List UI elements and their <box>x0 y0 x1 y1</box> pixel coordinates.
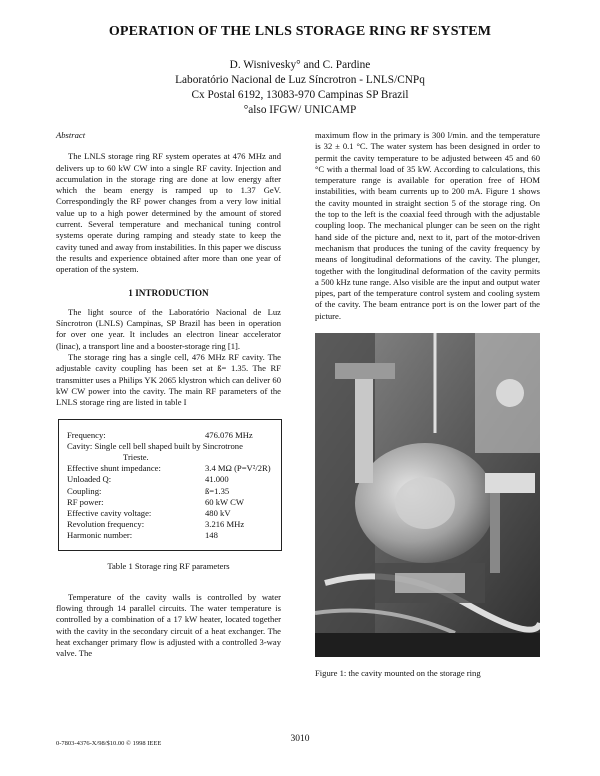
table-row <box>67 497 273 508</box>
table-row <box>67 474 273 485</box>
paper-title: OPERATION OF THE LNLS STORAGE RING RF SYSTEM <box>108 24 492 39</box>
cavity-line-1: Cavity: Single cell bell shaped built by Sincrotrone <box>67 440 243 451</box>
param-key: Effective cavity voltage: <box>67 507 152 518</box>
right-column <box>315 130 540 322</box>
page-number: 3010 <box>290 734 310 744</box>
author-block <box>0 58 600 118</box>
abstract-text: The LNLS storage ring RF system operates at 476 MHz and delivers up to 60 kW CW into a single RF cavity. Injection and accumulation in the storage ring are done at low energy after which the beam energy is ramped up to 1.37 GeV. Correspondingly the RF power changes from a very low initial value up to a high power determined by the amount of stored current. Several temperature and mechanical tuning control systems operate during ramping and steady state to keep the cavity tuned and away from instabilities. In this paper we discuss the results and experience obtained after more than one year of operation of the system. <box>56 151 281 275</box>
param-value: 480 kV <box>205 507 231 518</box>
intro-paragraph-1: The light source of the Laboratório Nacional de Luz Síncrotron (LNLS) Campinas, SP Brazil has been in operation for over one year. It includes an electron linear accelerator (linac), a transport line and a booster-storage ring [1]. <box>56 306 281 351</box>
param-key: Effective shunt impedance: <box>67 463 161 474</box>
cavity-description <box>67 441 273 463</box>
param-value: 60 kW CW <box>205 496 244 507</box>
param-key: Harmonic number: <box>67 530 133 541</box>
affiliation-line-2: Cx Postal 6192, 13083-970 Campinas SP Brazil <box>191 89 409 101</box>
cooling-paragraph: Temperature of the cavity walls is controlled by water flowing through 14 parallel circuits. The water temperature is controlled by a combination of a 17 kW heater, located together with the cavity in the secondary circuit of a heat exchanger. The heat exchanger primary flow is adjusted with a controlled 3-way valve. The <box>56 591 281 659</box>
cavity-line-2: Trieste. <box>123 451 149 462</box>
author-names: D. Wisnivesky° and C. Pardine <box>229 59 371 71</box>
param-value: 3.216 MHz <box>205 519 245 530</box>
param-key: Coupling: <box>67 485 102 496</box>
param-value: 476.076 MHz <box>205 429 253 440</box>
param-value: ß=1.35 <box>205 485 230 496</box>
table-row <box>67 508 273 519</box>
affiliation-line-3: °also IFGW/ UNICAMP <box>243 104 357 116</box>
cavity-photograph <box>315 333 540 657</box>
param-value: 148 <box>205 530 218 541</box>
table-row <box>67 530 273 541</box>
rf-parameters-table <box>58 419 282 551</box>
param-key: Revolution frequency: <box>67 519 145 530</box>
table-row <box>67 430 273 441</box>
param-key: Frequency: <box>67 429 106 440</box>
table-caption: Table 1 Storage ring RF parameters <box>107 560 230 571</box>
table-row <box>67 463 273 474</box>
copyright-notice: 0-7803-4376-X/98/$10.00 © 1998 IEEE <box>56 740 162 747</box>
param-value: 41.000 <box>205 474 229 485</box>
param-key: Unloaded Q: <box>67 474 112 485</box>
cavity-photo-image <box>315 333 540 657</box>
abstract-label: Abstract <box>56 130 86 140</box>
left-column <box>56 130 281 660</box>
param-key: RF power: <box>67 496 104 507</box>
affiliation-line-1: Laboratório Nacional de Luz Síncrotron - LNLS/CNPq <box>175 74 425 86</box>
section-heading-introduction: 1 INTRODUCTION <box>128 287 209 298</box>
table-row <box>67 486 273 497</box>
param-value: 3.4 MΩ (P=V²/2R) <box>205 463 271 474</box>
cooling-paragraph-continued: maximum flow in the primary is 300 l/min. and the temperature is 32 ± 0.1 °C. The water system has been designed in order to permit the cavity temperature to be adjusted between 45 and 60 °C with a thermal load of 35 kW. According to calculations, this temperature range is available for operation free of HOM instabilities, with beam currents up to 200 mA. Figure 1 shows the cavity mounted in straight section 5 of the storage ring. On the top to the left is the coaxial feed through with the adjustable coupling loop. The mechanical plunger can be seen on the right hand side of the picture and, next to it, part of the motor-driven mechanism that produces the tuning of the cavity frequency by means of longitudinal deformations of the cavity. The plunger, together with the longitudinal deformation of the cavity permits a 500 kHz tune range. Also visible are the input and output water pipes, part of the temperature control system and cooling system of the cavity. The beam entrance port is on the lower part of the picture. <box>315 130 540 321</box>
table-row <box>67 519 273 530</box>
intro-paragraph-2: The storage ring has a single cell, 476 MHz RF cavity. The adjustable cavity coupling has been set at ß= 1.35. The RF transmitter uses a Philips YK 2065 klystron which can deliver 60 kW CW power into the cavity. The main RF parameters of the LNLS storage ring are listed in table I <box>56 352 281 408</box>
figure-caption: Figure 1: the cavity mounted on the storage ring <box>315 668 481 678</box>
